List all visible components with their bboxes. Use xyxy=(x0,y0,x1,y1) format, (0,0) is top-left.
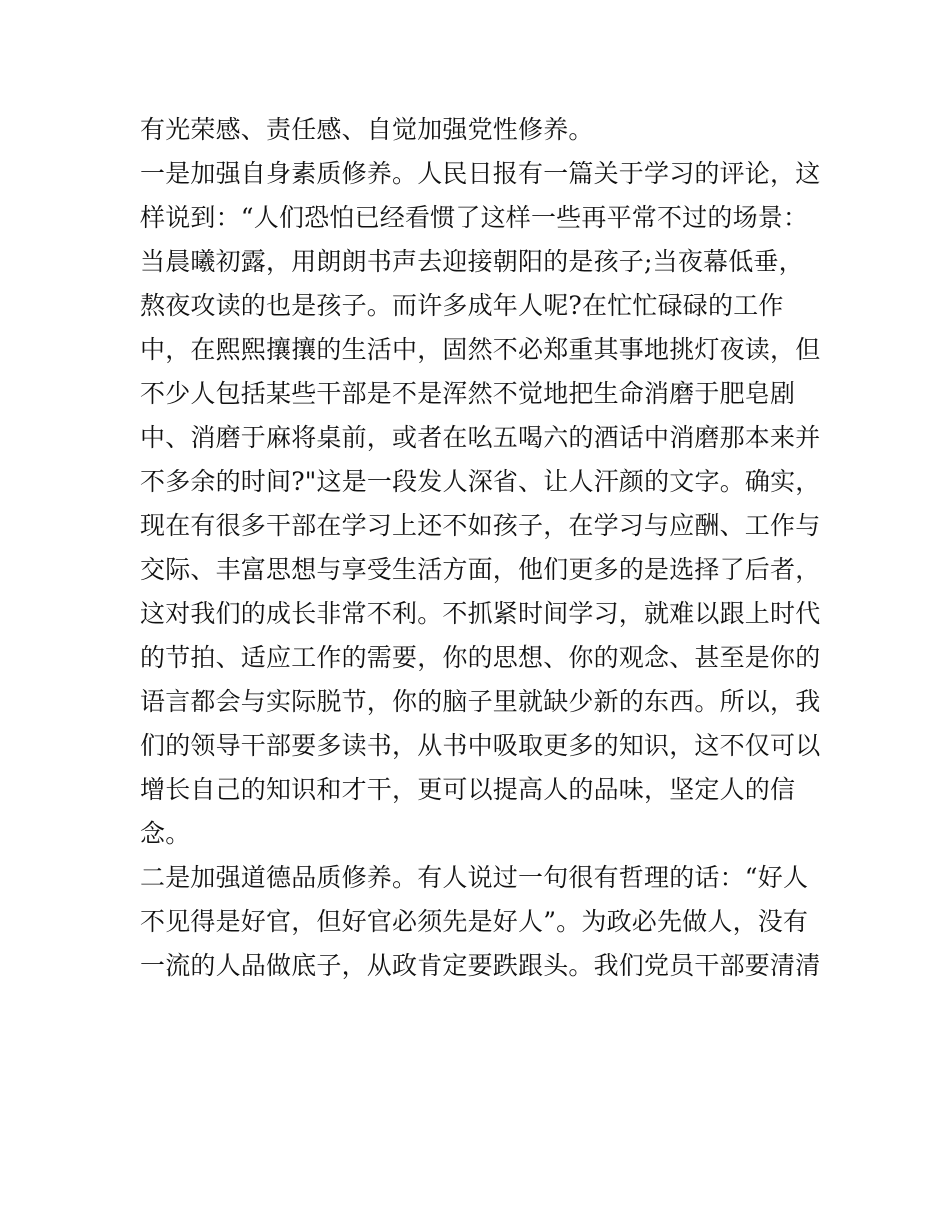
text-line: 熬夜攻读的也是孩子。而许多成年人呢?在忙忙碌碌的工作 xyxy=(140,291,784,320)
text-line: 不少人包括某些干部是不是浑然不觉地把生命消磨于肥皂剧 xyxy=(140,379,796,408)
text-line: 中、消磨于麻将桌前，或者在吆五喝六的酒话中消磨那本来并 xyxy=(140,423,821,452)
text-line: 这对我们的成长非常不利。不抓紧时间学习，就难以跟上时代 xyxy=(140,599,821,628)
text-line: 语言都会与实际脱节，你的脑子里就缺少新的东西。所以，我 xyxy=(140,687,821,716)
text-line: 不多余的时间?"这是一段发人深省、让人汗颜的文字。确实， xyxy=(140,467,821,496)
text-line: 二是加强道德品质修养。有人说过一句很有哲理的话：“好人 xyxy=(140,863,809,892)
text-line: 一是加强自身素质修养。人民日报有一篇关于学习的评论，这 xyxy=(140,159,821,188)
text-line: 当晨曦初露，用朗朗书声去迎接朝阳的是孩子;当夜幕低垂， xyxy=(140,247,804,276)
body-text xyxy=(140,108,820,988)
text-line: 念。 xyxy=(140,819,191,848)
text-line: 交际、丰富思想与享受生活方面，他们更多的是选择了后者， xyxy=(140,555,821,584)
text-line: 现在有很多干部在学习上还不如孩子，在学习与应酬、工作与 xyxy=(140,511,821,540)
text-line: 的节拍、适应工作的需要，你的思想、你的观念、甚至是你的 xyxy=(140,643,821,672)
text-line: 不见得是好官，但好官必须先是好人”。为政必先做人，没有 xyxy=(140,907,809,936)
text-line: 有光荣感、责任感、自觉加强党性修养。 xyxy=(140,115,594,144)
text-line: 一流的人品做底子，从政肯定要跌跟头。我们党员干部要清清 xyxy=(140,951,821,980)
text-line: 增长自己的知识和才干，更可以提高人的品味，坚定人的信 xyxy=(140,775,796,804)
text-line: 样说到：“人们恐怕已经看惯了这样一些再平常不过的场景： xyxy=(140,203,809,232)
text-line: 们的领导干部要多读书，从书中吸取更多的知识，这不仅可以 xyxy=(140,731,821,760)
text-line: 中，在熙熙攘攘的生活中，固然不必郑重其事地挑灯夜读，但 xyxy=(140,335,821,364)
